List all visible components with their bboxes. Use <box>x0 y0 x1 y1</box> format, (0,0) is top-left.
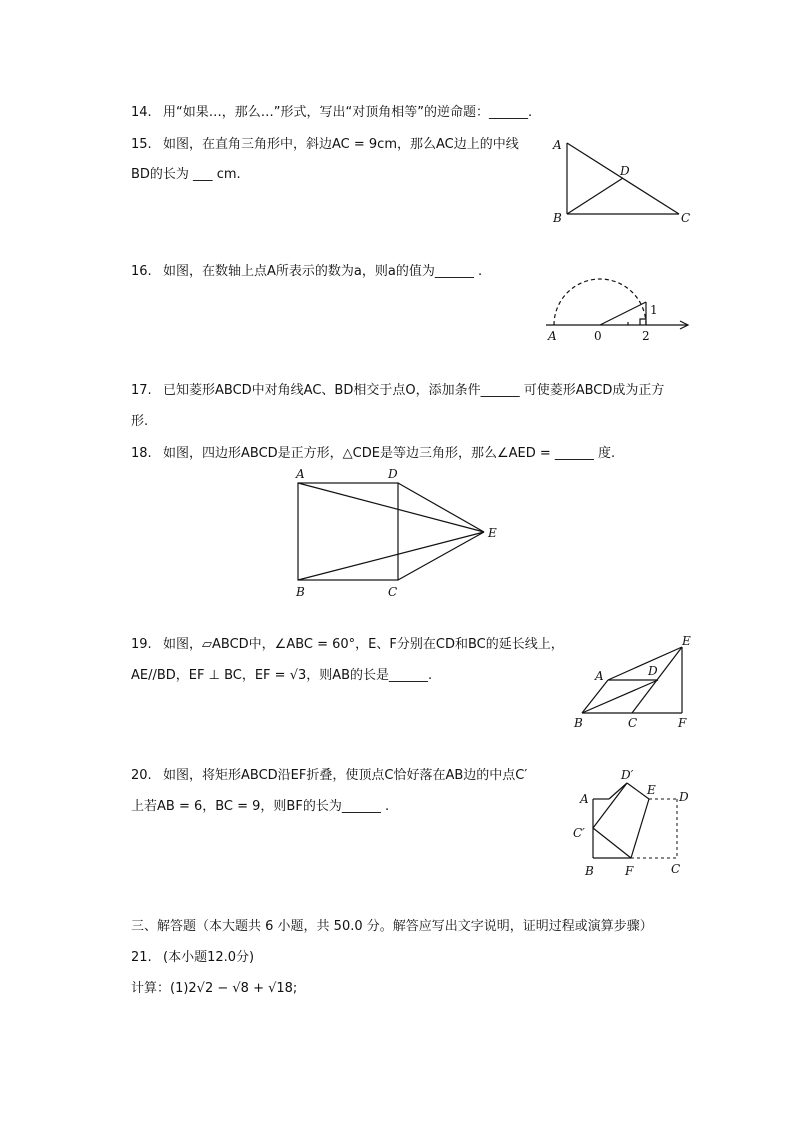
q20-label-a: A <box>580 792 589 806</box>
q20-label-c: C <box>671 862 681 876</box>
q18-label-c: C <box>388 585 398 599</box>
q15-line1: 如图，在直角三角形中，斜边AC = 9cm，那么AC边上的中线 <box>163 137 519 152</box>
q17-line2: 形. <box>131 414 149 429</box>
q18-label-a: A <box>296 467 305 481</box>
q15-label-a: A <box>553 138 562 152</box>
q19-line2: AE//BD，EF ⊥ BC，EF = √3，则AB的长是______. <box>131 668 433 683</box>
q20-label-d: D <box>679 790 689 804</box>
q17-line1: 已知菱形ABCD中对角线AC、BD相交于点O，添加条件______ 可使菱形ABCD成为正方 <box>163 383 665 398</box>
q18-number: 18. <box>131 446 152 461</box>
q19-label-e: E <box>682 634 691 648</box>
q18-label-b: B <box>296 585 305 599</box>
q15-number: 15. <box>131 137 152 152</box>
q20-label-b: B <box>585 864 594 878</box>
q19-label-d: D <box>648 664 658 678</box>
q16-label-a: A <box>548 329 557 343</box>
q20-label-e: E <box>647 783 656 797</box>
q21-calc: 计算：(1)2√2 − √8 + √18; <box>131 981 298 996</box>
q19-label-a: A <box>595 669 604 683</box>
q14-number: 14. <box>131 105 152 120</box>
q15-label-c: C <box>681 211 691 225</box>
q20-line1: 如图，将矩形ABCD沿EF折叠，使顶点C恰好落在AB边的中点C′ <box>163 768 528 783</box>
section3-heading: 三、解答题（本大题共 6 小题，共 50.0 分。解答应写出文字说明，证明过程或演算步骤） <box>131 919 653 934</box>
q16-label-one: 1 <box>650 303 658 317</box>
q18-label-d: D <box>388 467 398 481</box>
q16-label-two: 2 <box>642 329 650 343</box>
q19-line1: 如图，▱ABCD中，∠ABC = 60°，E、F分别在CD和BC的延长线上， <box>163 637 564 652</box>
q20-line2: 上若AB = 6，BC = 9，则BF的长为______ . <box>131 799 390 814</box>
q18-label-e: E <box>488 526 497 540</box>
q16-text: 如图，在数轴上点A所表示的数为a，则a的值为______ . <box>163 264 483 279</box>
q16-label-zero: 0 <box>594 329 602 343</box>
q21-number: 21. <box>131 950 152 965</box>
q15-label-d: D <box>620 164 630 178</box>
q19-label-b: B <box>574 716 583 730</box>
q19-number: 19. <box>131 637 152 652</box>
q18-text: 如图，四边形ABCD是正方形，△CDE是等边三角形，那么∠AED = ______ 度. <box>163 446 616 461</box>
q17-number: 17. <box>131 383 152 398</box>
q18-figure <box>288 465 508 605</box>
q15-line2: BD的长为 ___ cm. <box>131 167 241 182</box>
q15-label-b: B <box>553 211 562 225</box>
q19-figure <box>570 632 700 732</box>
q20-figure <box>565 765 705 880</box>
q20-label-dp: D′ <box>621 768 634 782</box>
q19-label-f: F <box>678 716 687 730</box>
q16-figure <box>540 262 700 347</box>
q16-number: 16. <box>131 264 152 279</box>
q21-score: (本小题12.0分) <box>163 950 255 965</box>
q20-label-f: F <box>625 864 634 878</box>
q20-number: 20. <box>131 768 152 783</box>
q15-figure <box>545 135 705 230</box>
q20-label-cp: C′ <box>573 826 585 840</box>
q19-label-c: C <box>628 716 638 730</box>
q14-text: 用“如果…，那么…”形式，写出“对顶角相等”的逆命题：______. <box>163 105 533 120</box>
